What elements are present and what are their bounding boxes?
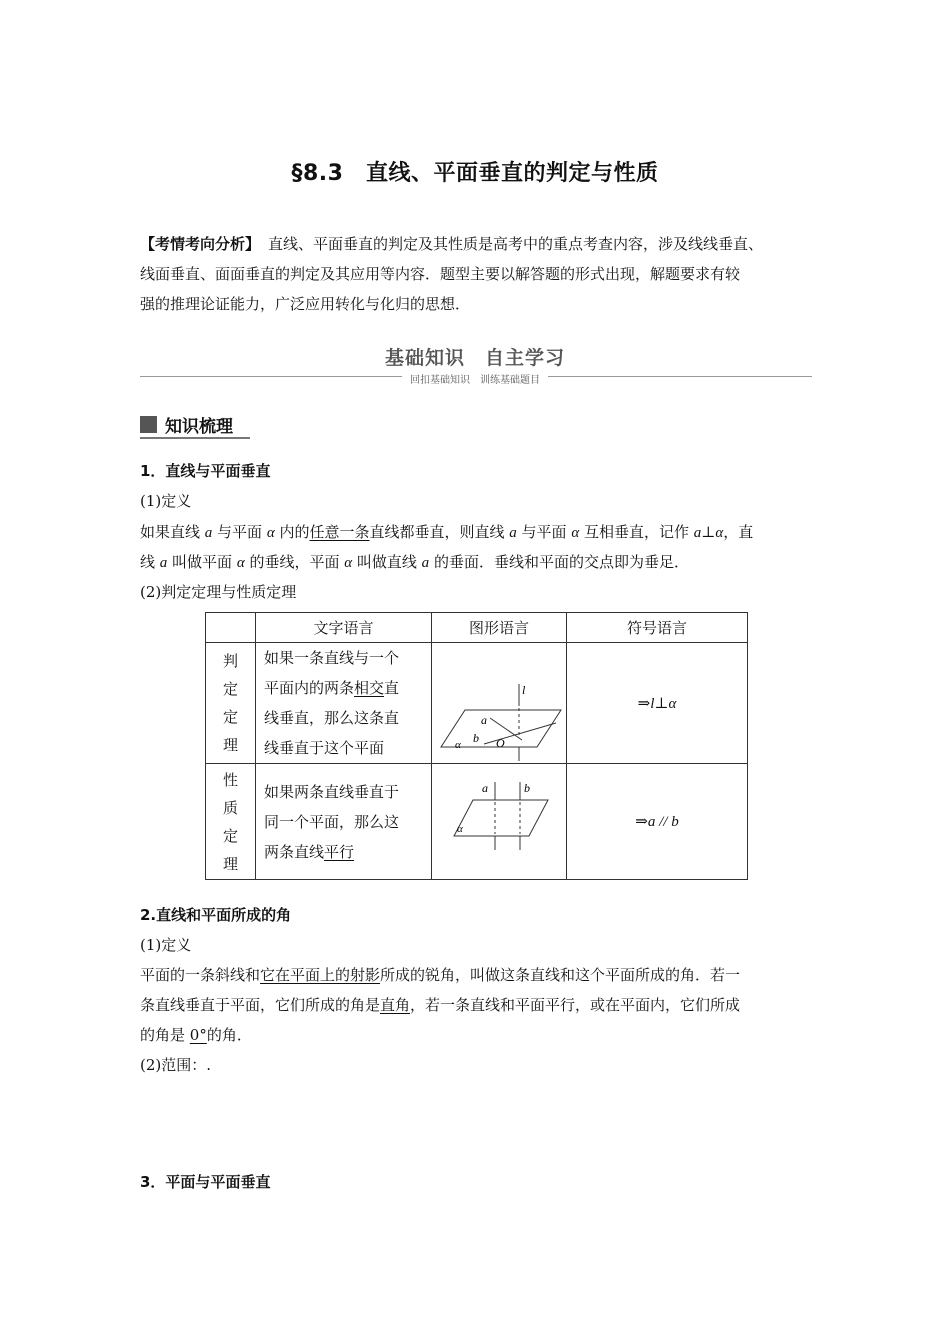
s1-def-label: (1)定义 — [140, 492, 192, 510]
blank-projection: 它在平面上的射影 — [260, 966, 381, 984]
label-o: O — [496, 735, 505, 750]
row-text-cell: 如果两条直线垂直于 同一个平面，那么这 两条直线平行 — [256, 764, 432, 880]
table-header-row — [206, 613, 748, 643]
analysis-label: 【考情考向分析】 — [140, 235, 261, 253]
row-figure-cell — [432, 764, 567, 880]
s2-heading: 2.直线和平面所成的角 — [140, 906, 292, 924]
two-lines-perpendicular-figure — [432, 764, 566, 879]
s1-def-line-2: 线 a 叫做平面 α 的垂线，平面 α 叫做直线 a 的垂面．垂线和平面的交点即为垂足． — [140, 553, 689, 571]
s2-range: (2)范围：. — [140, 1056, 212, 1074]
theorem-table — [205, 612, 748, 880]
label-alpha: α — [455, 738, 461, 751]
banner-subtitle-row — [0, 368, 950, 387]
page-title: §8.3 直线、平面垂直的判定与性质 — [291, 161, 659, 186]
label-l: l — [522, 682, 526, 697]
line-perpendicular-plane-figure — [432, 646, 566, 761]
row-figure-cell — [432, 643, 567, 764]
blank-right-angle: 直角 — [380, 996, 411, 1014]
label-b: b — [473, 730, 479, 745]
blank-any-line: 任意一条 — [309, 523, 370, 541]
plane-shape — [454, 800, 548, 836]
s2-line-2: 条直线垂直于平面，它们所成的角是直角，若一条直线和平面平行，或在平面内，它们所成 — [140, 996, 741, 1014]
table-header-cell: 文字语言 — [256, 613, 432, 643]
banner-title: 基础知识 自主学习 — [384, 347, 565, 369]
table-header-cell: 图形语言 — [432, 613, 567, 643]
s3-heading: 3．平面与平面垂直 — [140, 1173, 271, 1191]
label-b: b — [524, 781, 530, 795]
label-a: a — [482, 781, 488, 795]
row-symbol-cell: ⇒l⊥α — [567, 643, 748, 764]
section-underline — [140, 437, 250, 439]
line-a — [490, 718, 522, 740]
blank-zero-degree: 0° — [189, 1026, 207, 1044]
label-alpha: α — [457, 823, 463, 835]
analysis-line-3: 强的推理论证能力，广泛应用转化与化归的思想． — [140, 295, 471, 313]
section-square-icon — [140, 416, 157, 433]
table-header-cell — [206, 613, 256, 643]
s1-thm-label: (2)判定定理与性质定理 — [140, 583, 297, 601]
blank-intersect: 相交 — [354, 679, 385, 697]
analysis-line-2: 线面垂直、面面垂直的判定及其应用等内容．题型主要以解答题的形式出现，解题要求有较 — [140, 265, 741, 283]
s1-heading: 1．直线与平面垂直 — [140, 462, 271, 480]
banner-subtitle: 回扣基础知识 训练基础题目 — [402, 375, 548, 386]
s1-def-line-1: 如果直线 a 与平面 α 内的任意一条直线都垂直，则直线 a 与平面 α 互相垂直，记作 a⊥α，直 — [140, 523, 754, 541]
table-header-cell: 符号语言 — [567, 613, 748, 643]
table-row — [206, 643, 748, 764]
blank-parallel: 平行 — [324, 842, 355, 861]
s2-def-label: (1)定义 — [140, 936, 192, 954]
section-heading-text: 知识梳理 — [165, 416, 233, 437]
row-text-cell: 如果一条直线与一个 平面内的两条相交直 线垂直，那么这条直 线垂直于这个平面 — [256, 643, 432, 764]
analysis-text-1: 直线、平面垂直的判定及其性质是高考中的重点考查内容，涉及线线垂直、 — [268, 235, 764, 253]
row-symbol-cell: ⇒a // b — [567, 764, 748, 880]
section-heading — [140, 411, 233, 437]
row-name-cell: 性 质 定 理 — [206, 764, 256, 880]
label-a: a — [481, 712, 487, 727]
table-row — [206, 764, 748, 880]
s2-line-3: 的角是 0°的角． — [140, 1026, 252, 1044]
row-name-cell: 判 定 定 理 — [206, 643, 256, 764]
s2-line-1: 平面的一条斜线和它在平面上的射影所成的锐角，叫做这条直线和这个平面所成的角．若一 — [140, 966, 741, 984]
analysis-line-1 — [140, 229, 820, 259]
